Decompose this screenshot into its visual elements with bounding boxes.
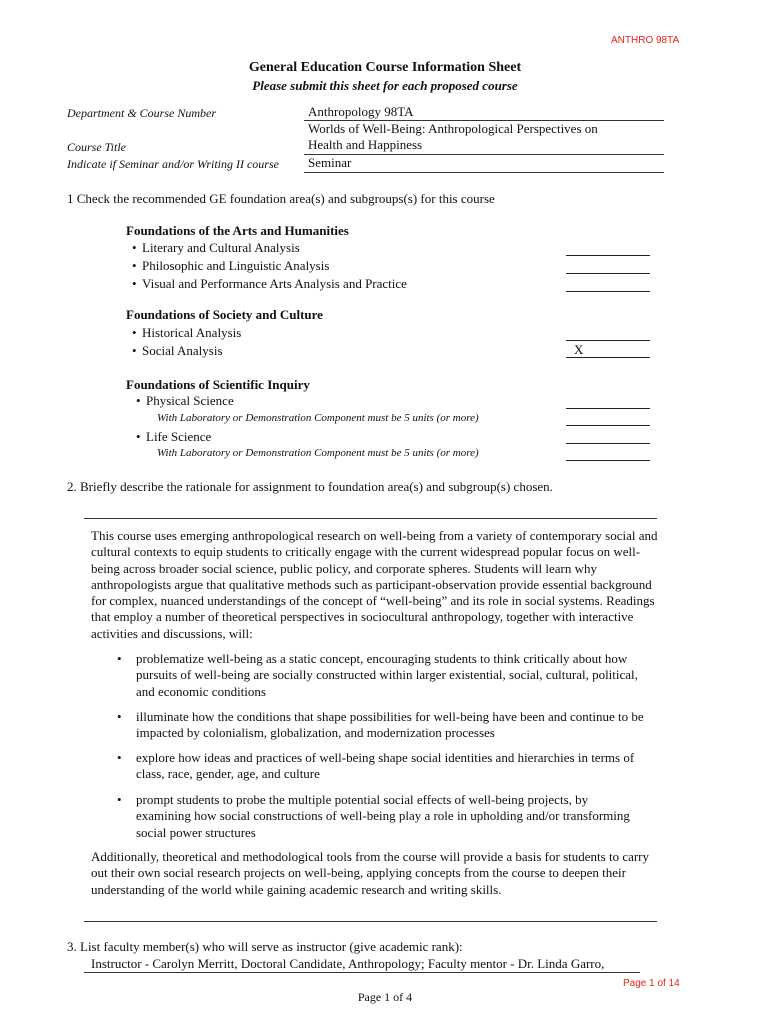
seminar-underline — [304, 172, 664, 173]
course-code-stamp: ANTHRO 98TA — [611, 35, 680, 46]
page-title: General Education Course Information Sheet — [248, 60, 522, 75]
rationale-intro: This course uses emerging anthropological research on well-being from a variety of contemporary social and cultural contexts to equip students to critically engage with the current widespread popular focus on well-being across broader social science, public policy, and corporate spheres. Students will learn why anthropologists argue that qualitative methods such as participant-observation provide essential background for complex, nuanced understandings of the concept of “well-being” and its role in social systems. Readings that employ a number of theoretical perspectives in sociocultural anthropology, together with interactive activities and discussions, will: — [91, 528, 658, 641]
bullet-icon: • — [132, 240, 137, 255]
checkbox-historical[interactable] — [566, 325, 650, 341]
checkbox-physical-lab[interactable] — [566, 410, 650, 426]
dept-label: Department & Course Number — [67, 106, 216, 120]
title-label: Course Title — [67, 140, 127, 154]
group-heading-science: Foundations of Scientific Inquiry — [126, 377, 310, 392]
title-underline — [304, 154, 664, 155]
subgroup-social: Social Analysis — [142, 343, 223, 358]
seminar-label: Indicate if Seminar and/or Writing II course — [67, 157, 279, 171]
bullet-icon: • — [132, 258, 137, 273]
rationale-bullet: prompt students to probe the multiple potential social effects of well-being projects, by examining how social constructions of well-being play a role in upholding and/or transforming social power structures — [136, 792, 630, 840]
question-3: 3. List faculty member(s) who will serve as instructor (give academic rank): — [67, 939, 463, 954]
checkbox-philosophic[interactable] — [566, 258, 650, 274]
subgroup-literary: Literary and Cultural Analysis — [142, 240, 300, 255]
group-heading-arts: Foundations of the Arts and Humanities — [126, 223, 349, 238]
question-2: 2. Briefly describe the rationale for assignment to foundation area(s) and subgroup(s) chosen. — [67, 479, 553, 494]
lab-note-physical: With Laboratory or Demonstration Component must be 5 units (or more) — [157, 412, 479, 424]
page-subtitle: Please submit this sheet for each proposed course — [252, 78, 518, 93]
title-value-line1: Worlds of Well-Being: Anthropological Perspectives on — [308, 121, 598, 136]
dept-value: Anthropology 98TA — [308, 104, 414, 119]
question-1: 1 Check the recommended GE foundation area(s) and subgroups(s) for this course — [67, 191, 495, 206]
bullet-icon: • — [117, 792, 122, 807]
bullet-icon: • — [117, 709, 122, 724]
bullet-icon: • — [117, 750, 122, 765]
rationale-bottom-line — [84, 921, 657, 922]
checkbox-social[interactable]: X — [566, 342, 650, 358]
checkbox-life[interactable] — [566, 428, 650, 444]
subgroup-historical: Historical Analysis — [142, 325, 242, 340]
bullet-icon: • — [136, 429, 141, 444]
group-heading-society: Foundations of Society and Culture — [126, 307, 323, 322]
title-value-line2: Health and Happiness — [308, 137, 423, 152]
checkbox-physical[interactable] — [566, 393, 650, 409]
rationale-bullet: problematize well-being as a static concept, encouraging students to think critically about how pursuits of well-being are socially constructed within larger existential, social, cultural, political, and economic conditions — [136, 651, 638, 699]
bullet-icon: • — [117, 651, 122, 666]
page-stamp: Page 1 of 14 — [623, 978, 680, 989]
subgroup-visual-arts: Visual and Performance Arts Analysis and Practice — [142, 276, 407, 291]
checkbox-visual-arts[interactable] — [566, 276, 650, 292]
seminar-value: Seminar — [308, 155, 352, 170]
bullet-icon: • — [132, 276, 137, 291]
checkbox-life-lab[interactable] — [566, 445, 650, 461]
lab-note-life: With Laboratory or Demonstration Component must be 5 units (or more) — [157, 447, 479, 459]
rationale-bullet: illuminate how the conditions that shape possibilities for well-being have been and continue to be impacted by colonialism, globalization, and modernization processes — [136, 709, 644, 741]
rationale-top-line — [84, 518, 657, 519]
instructor-answer: Instructor - Carolyn Merritt, Doctoral Candidate, Anthropology; Faculty mentor - Dr. Linda Garro, — [91, 956, 605, 971]
bullet-icon: • — [132, 343, 137, 358]
rationale-closing: Additionally, theoretical and methodological tools from the course will provide a basis for students to carry out their own social research projects on well-being, applying concepts from the course to deepen their understanding of the world while gaining academic research and writing skills. — [91, 849, 650, 897]
subgroup-life: Life Science — [146, 429, 212, 444]
subgroup-physical: Physical Science — [146, 393, 234, 408]
instructor-underline — [84, 972, 640, 973]
subgroup-philosophic: Philosophic and Linguistic Analysis — [142, 258, 330, 273]
bullet-icon: • — [136, 393, 141, 408]
checkbox-literary[interactable] — [566, 240, 650, 256]
bullet-icon: • — [132, 325, 137, 340]
rationale-bullet: explore how ideas and practices of well-being shape social identities and hierarchies in terms of class, race, gender, age, and culture — [136, 750, 635, 782]
page-number: Page 1 of 4 — [357, 990, 413, 1004]
